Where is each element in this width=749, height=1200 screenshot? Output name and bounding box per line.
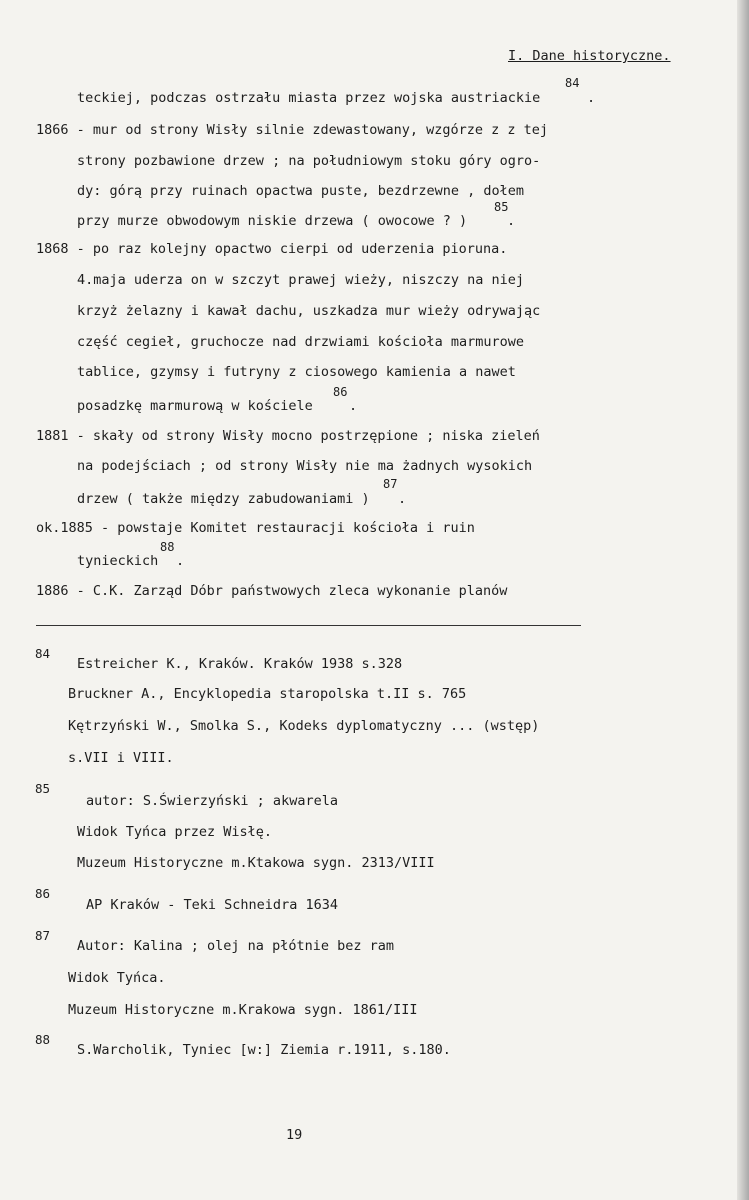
footnote-number: 88 — [35, 1032, 51, 1047]
footnote-ref-dot: . — [349, 398, 358, 414]
footnote-number: 86 — [35, 886, 51, 901]
footnote-ref-dot: . — [507, 213, 516, 229]
footnote-ref-dot: . — [587, 90, 596, 106]
body-line: tablice, gzymsy i futryny z ciosowego kamienia a nawet — [77, 364, 516, 380]
page-number: 19 — [286, 1127, 303, 1143]
footnote-ref: 88 — [160, 540, 175, 554]
body-line: krzyż żelazny i kawał dachu, uszkadza mur wieży odrywając — [77, 303, 541, 319]
footnote-line: Widok Tyńca. — [68, 970, 166, 986]
footnote-ref: 87 — [383, 477, 398, 491]
footnote-line: autor: S.Świerzyński ; akwarela — [86, 793, 338, 809]
page-edge-shadow — [737, 0, 749, 1200]
footnote-ref: 86 — [333, 385, 348, 399]
body-line: strony pozbawione drzew ; na południowym stoku góry ogro- — [77, 153, 541, 169]
footnote-line: Autor: Kalina ; olej na płótnie bez ram — [77, 938, 394, 954]
footnote-ref-dot: . — [398, 491, 407, 507]
footnote-ref-dot: . — [176, 553, 185, 569]
footnote-number: 87 — [35, 928, 51, 943]
footnote-separator — [36, 625, 581, 626]
body-line: 1866 - mur od strony Wisły silnie zdewastowany, wzgórze z z tej — [36, 122, 549, 138]
body-line: tynieckich — [77, 553, 159, 569]
body-line: posadzkę marmurową w kościele — [77, 398, 313, 414]
body-line: teckiej, podczas ostrzału miasta przez wojska austriackie — [77, 90, 541, 106]
body-line: przy murze obwodowym niskie drzewa ( owocowe ? ) — [77, 213, 468, 229]
body-line: 1868 - po raz kolejny opactwo cierpi od uderzenia pioruna. — [36, 241, 508, 257]
footnote-line: S.Warcholik, Tyniec [w:] Ziemia r.1911, s.180. — [77, 1042, 451, 1058]
running-header: I. Dane historyczne. — [508, 48, 671, 64]
body-line: 4.maja uderza on w szczyt prawej wieży, niszczy na niej — [77, 272, 525, 288]
footnote-line: Muzeum Historyczne m.Ktakowa sygn. 2313/VIII — [77, 855, 435, 871]
body-line: 1881 - skały od strony Wisły mocno postrzępione ; niska zieleń — [36, 428, 540, 444]
footnote-number: 84 — [35, 646, 51, 661]
body-line: ok.1885 - powstaje Komitet restauracji kościoła i ruin — [36, 520, 475, 536]
footnote-line: Muzeum Historyczne m.Krakowa sygn. 1861/III — [68, 1002, 418, 1018]
body-line: 1886 - C.K. Zarząd Dóbr państwowych zleca wykonanie planów — [36, 583, 508, 599]
footnote-line: Widok Tyńca przez Wisłę. — [77, 824, 273, 840]
footnote-line: AP Kraków - Teki Schneidra 1634 — [86, 897, 338, 913]
footnote-line: s.VII i VIII. — [68, 750, 174, 766]
body-line: część cegieł, gruchocze nad drzwiami kościoła marmurowe — [77, 334, 525, 350]
body-line: na podejściach ; od strony Wisły nie ma żadnych wysokich — [77, 458, 533, 474]
body-line: drzew ( także między zabudowaniami ) — [77, 491, 370, 507]
footnote-line: Bruckner A., Encyklopedia staropolska t.II s. 765 — [68, 686, 467, 702]
footnote-number: 85 — [35, 781, 51, 796]
body-line: dy: górą przy ruinach opactwa puste, bezdrzewne , dołem — [77, 183, 525, 199]
footnote-line: Estreicher K., Kraków. Kraków 1938 s.328 — [77, 656, 403, 672]
footnote-ref: 84 — [565, 76, 580, 90]
footnote-line: Kętrzyński W., Smolka S., Kodeks dyplomatyczny ... (wstęp) — [68, 718, 540, 734]
footnote-ref: 85 — [494, 200, 509, 214]
